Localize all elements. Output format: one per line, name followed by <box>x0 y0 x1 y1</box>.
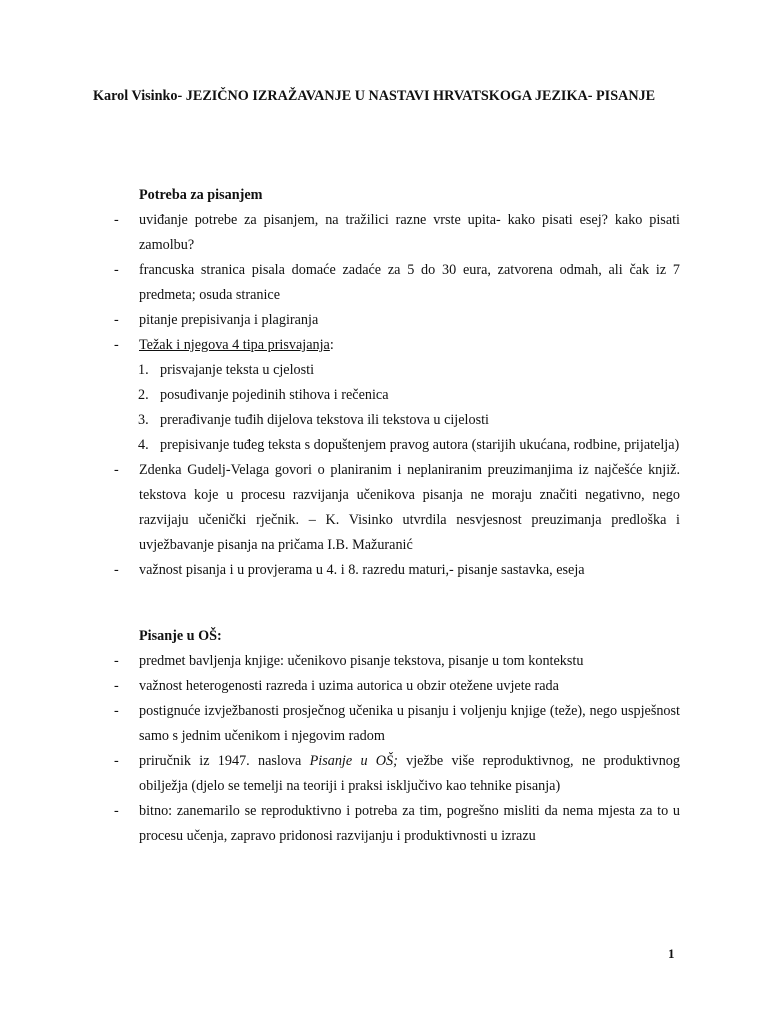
list-item <box>114 674 680 699</box>
list-item <box>114 308 680 333</box>
bullet-dash: - <box>114 262 119 278</box>
list-item-text-start: priručnik iz 1947. naslova <box>139 753 310 769</box>
item-number: 1. <box>138 362 149 378</box>
numbered-item-text: prisvajanje teksta u cjelosti <box>160 362 315 378</box>
list-item-text: bitno: zanemarilo se reproduktivno i potreba za tim, pogrešno misliti da nema mjesta za to u procesu učenja, zapravo pridonosi razvijanju i produktivnosti u izrazu <box>139 803 680 844</box>
section-heading-pisanje-os <box>139 624 222 649</box>
bullet-dash: - <box>114 462 119 478</box>
section-pisanje-os-list <box>114 649 680 849</box>
numbered-item <box>114 433 680 458</box>
section-potreba-list <box>114 208 680 583</box>
item-number: 3. <box>138 412 149 428</box>
numbered-item <box>114 408 680 433</box>
item-number: 4. <box>138 437 149 453</box>
bullet-dash: - <box>114 703 119 719</box>
list-item <box>114 649 680 674</box>
page-number: 1 <box>668 946 675 961</box>
bullet-dash: - <box>114 803 119 819</box>
list-item-text: važnost heterogenosti razreda i uzima autorica u obzir otežene uvjete rada <box>139 678 559 694</box>
list-item <box>114 458 680 558</box>
list-item-text: pitanje prepisivanja i plagiranja <box>139 312 319 328</box>
list-item <box>114 799 680 849</box>
section-heading-potreba: Potreba za pisanjem <box>139 187 263 203</box>
bullet-dash: - <box>114 678 119 694</box>
item-number: 2. <box>138 387 149 403</box>
bullet-dash: - <box>114 653 119 669</box>
list-item-text: postignuće izvježbanosti prosječnog učenika u pisanju i voljenju knjige (teže), nego uspješnost samo s jednim učenikom i njegovim radom <box>139 703 680 744</box>
numbered-item <box>114 358 680 383</box>
list-item <box>114 749 680 799</box>
numbered-item <box>114 383 680 408</box>
list-item-text: Zdenka Gudelj-Velaga govori o planiranim i neplaniranim preuzimanjima iz najčešće knjiž. tekstova koje u procesu razvijanja učenikova pisanja ne moraju značiti negativno, nego razvijaju učenički rječnik. – K. Visinko utvrdila nesvjesnost preuzimanja predloška i uvježbavanje pisanja na pričama I.B. Mažuranić <box>139 462 680 553</box>
list-item <box>114 333 680 358</box>
bullet-dash: - <box>114 337 119 353</box>
list-item-text: francuska stranica pisala domaće zadaće za 5 do 30 eura, zatvorena odmah, ali čak iz 7 predmeta; osuda stranice <box>139 262 680 303</box>
book-title: Pisanje u OŠ; <box>309 753 398 769</box>
list-item-text: važnost pisanja i u provjerama u 4. i 8. razredu maturi,- pisanje sastavka, eseja <box>139 562 585 578</box>
bullet-dash: - <box>114 212 119 228</box>
tezak-colon: : <box>329 337 334 353</box>
list-item <box>114 258 680 308</box>
list-item-text: uviđanje potrebe za pisanjem, na tražilici razne vrste upita- kako pisati esej? kako pisati zamolbu? <box>139 212 680 253</box>
list-item <box>114 208 680 258</box>
section-heading-colon: : <box>217 628 222 644</box>
bullet-dash: - <box>114 312 119 328</box>
bullet-dash: - <box>114 562 119 578</box>
list-item <box>114 558 680 583</box>
document-title: Karol Visinko- JEZIČNO IZRAŽAVANJE U NASTAVI HRVATSKOGA JEZIKA- PISANJE <box>93 88 656 104</box>
numbered-item-text: prepisivanje tuđeg teksta s dopuštenjem pravog autora (starijih ukućana, rodbine, prijatelja) <box>160 437 680 453</box>
list-item-text: predmet bavljenja knjige: učenikovo pisanje tekstova, pisanje u tom kontekstu <box>139 653 584 669</box>
list-item <box>114 699 680 749</box>
tezak-label: Težak i njegova 4 tipa prisvajanja <box>139 337 330 353</box>
section-heading-text: Pisanje u OŠ <box>139 628 218 644</box>
bullet-dash: - <box>114 753 119 769</box>
list-item-text-end: vježbe više reproduktivnog, ne produktivnog obilježja (djelo se temelji na teoriji i praksi isključivo kao tehnike pisanja) <box>139 753 680 794</box>
numbered-item-text: posuđivanje pojedinih stihova i rečenica <box>160 387 389 403</box>
numbered-item-text: prerađivanje tuđih dijelova tekstova ili tekstova u cijelosti <box>160 412 489 428</box>
